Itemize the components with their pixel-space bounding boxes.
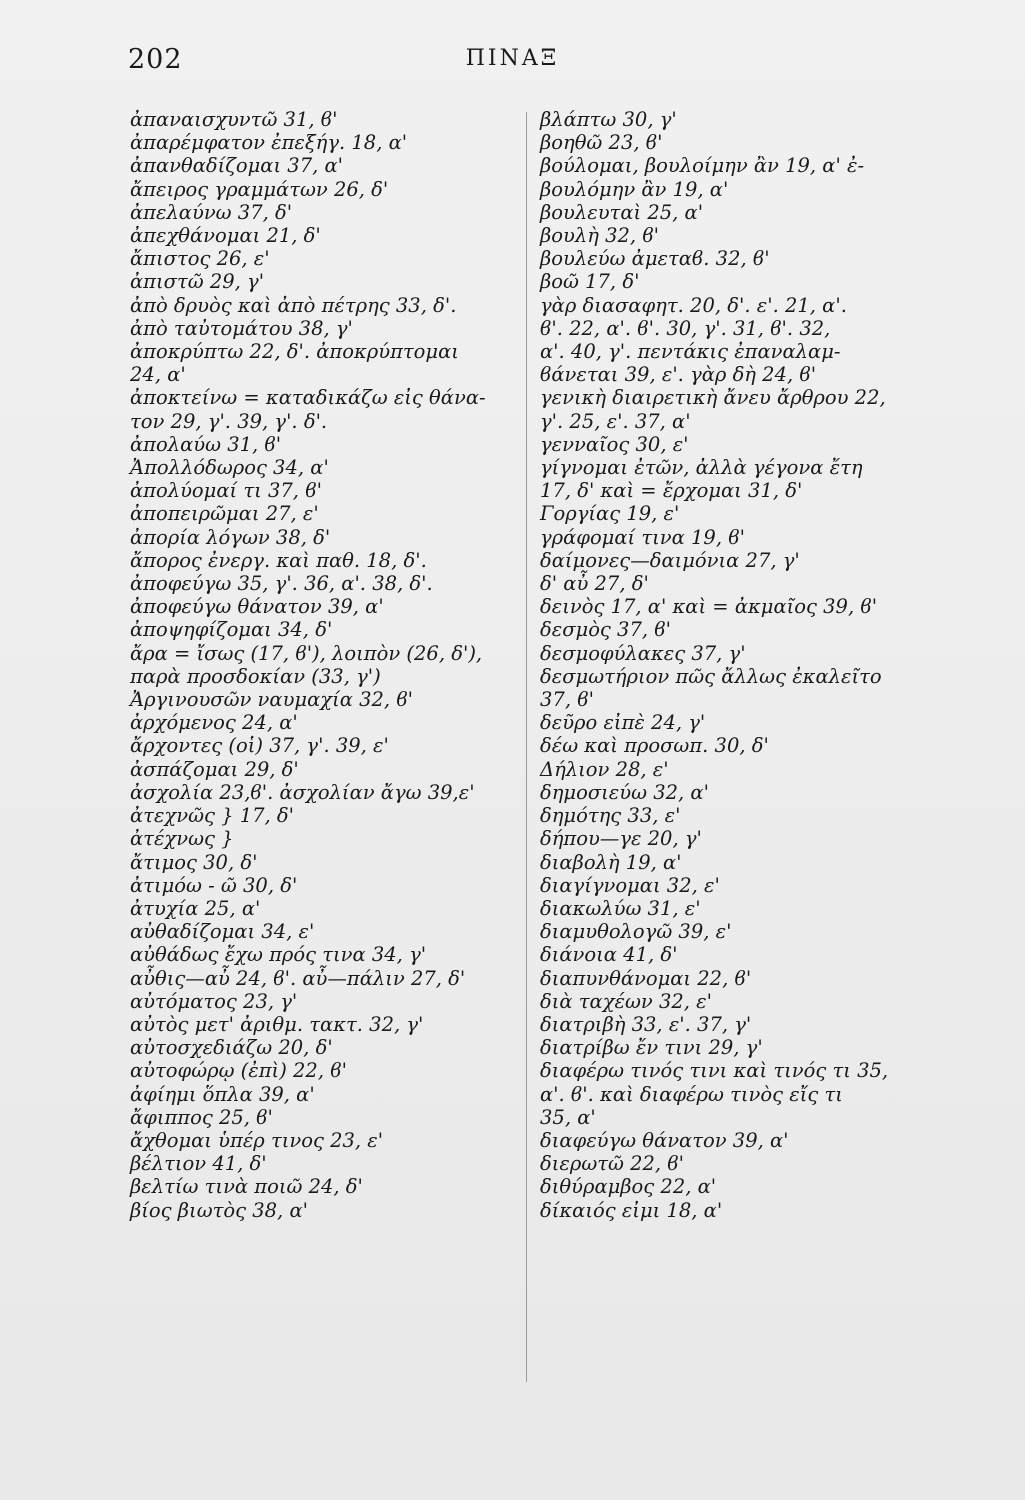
index-entry [540, 804, 940, 827]
index-entry [540, 618, 940, 641]
index-entry-line: διθύραμβος 22, α' [540, 1175, 717, 1199]
index-entry-line: δ' αὖ 27, δ' [540, 572, 649, 596]
index-entry [130, 1059, 515, 1082]
index-entry-line: βίος βιωτὸς 38, α' [130, 1198, 308, 1222]
index-entry-line: δεῦρο εἰπὲ 24, γ' [540, 711, 706, 735]
index-entry [130, 1152, 515, 1175]
index-entry [540, 711, 940, 734]
index-entry [540, 920, 940, 943]
index-entry [130, 270, 515, 293]
index-entry [540, 595, 940, 618]
index-entry [130, 804, 515, 827]
index-entry-line: Ἀπολλόδωρος 34, α' [130, 456, 329, 480]
index-entry-line: δεινὸς 17, α' καὶ = ἀκμαῖος 39, ϐ' [540, 595, 878, 619]
index-entry [130, 201, 515, 224]
index-entry-line: διὰ ταχέων 32, ε' [540, 989, 712, 1013]
index-entry [130, 572, 515, 618]
index-entry-line: ἀσπάζομαι 29, δ' [130, 757, 299, 781]
index-entry [130, 294, 515, 340]
index-entry-line: γράφομαί τινα 19, ϐ' [540, 525, 745, 549]
index-entry [540, 1199, 940, 1222]
index-entry [130, 456, 515, 479]
index-entry [540, 294, 940, 387]
index-entry [540, 154, 940, 200]
index-entry [540, 897, 940, 920]
index-entry-line: Γοργίας 19, ε' [540, 502, 680, 526]
index-entry-line: αὐτοφώρῳ (ἐπὶ) 22, ϐ' [130, 1059, 347, 1083]
index-entry-line: ἀτιμόω - ῶ 30, δ' [130, 873, 298, 897]
index-entry-line: ἄπορος ἐνεργ. καὶ παθ. 18, δ'. [130, 548, 427, 572]
index-entry-line: δαίμονες—δαιμόνια 27, γ' [540, 548, 800, 572]
index-entry [130, 1013, 515, 1036]
index-entry [130, 851, 515, 874]
index-entry-line: διαπυνθάνομαι 22, ϐ' [540, 966, 752, 990]
index-entry-line: διερωτῶ 22, ϐ' [540, 1152, 685, 1176]
index-entry [130, 479, 515, 502]
index-entry-line: δεσμωτήριον πῶς ἄλλως ἐκαλεῖτο [540, 664, 882, 688]
index-entry [540, 201, 940, 224]
index-entry [540, 642, 940, 665]
index-entry [130, 734, 515, 757]
index-entry-line: ἀποκτείνω = καταδικάζω εἰς θάνα- [130, 386, 486, 410]
index-entry [540, 502, 940, 525]
index-entry-line: ἄφιππος 25, ϐ' [130, 1105, 273, 1129]
column-divider [526, 112, 527, 1382]
index-entry-line: ἀποπειρῶμαι 27, ε' [130, 502, 319, 526]
index-entry [540, 224, 940, 247]
index-entry [130, 1199, 515, 1222]
running-title: ΠΙΝΑΞ [465, 46, 560, 71]
index-entry-line: αὐθάδως ἔχω πρός τινα 34, γ' [130, 943, 427, 967]
index-entry [540, 1013, 940, 1036]
index-entry-line: αὐτὸς μετ' ἀριθμ. τακτ. 32, γ' [130, 1012, 424, 1036]
index-entry [130, 781, 515, 804]
index-entry-line: αὐτόματος 23, γ' [130, 989, 298, 1013]
index-entry-line: διαφέρω τινός τινι καὶ τινός τι 35, [540, 1059, 889, 1083]
index-entry [130, 967, 515, 990]
index-entry-line: βουλὴ 32, ϐ' [540, 224, 660, 248]
index-entry [540, 758, 940, 781]
index-entry-line: ἀτέχνως } [130, 827, 234, 851]
index-entry [130, 154, 515, 177]
index-entry-line: ἀπαρέμφατον ἐπεξήγ. 18, α' [130, 131, 408, 155]
index-entry-line: α'. 40, γ'. πεντάκις ἐπαναλαμ- [540, 340, 841, 364]
index-entry-line: δίκαιός εἰμι 18, α' [540, 1198, 723, 1222]
index-entry [540, 1152, 940, 1175]
index-entry-line: βέλτιον 41, δ' [130, 1152, 267, 1176]
index-entry-line: ἀτεχνῶς } 17, δ' [130, 804, 295, 828]
index-entry [540, 665, 940, 711]
index-entry-line: γὰρ διασαφητ. 20, δ'. ε'. 21, α'. [540, 293, 847, 317]
index-entry-line: ἄπιστος 26, ε' [130, 247, 270, 271]
index-entry [540, 851, 940, 874]
page-number: 202 [128, 44, 183, 75]
index-entry-line: α'. ϐ'. καὶ διαφέρω τινὸς εἴς τι [540, 1082, 843, 1106]
index-entry-line: βλάπτω 30, γ' [540, 108, 677, 131]
index-entry-line: γενναῖος 30, ε' [540, 432, 689, 456]
index-entry-line: ἀπορία λόγων 38, δ' [130, 525, 331, 549]
index-entry [540, 943, 940, 966]
index-entry [540, 734, 940, 757]
index-entry [540, 1175, 940, 1198]
index-entry-line: ϐάνεται 39, ε'. γὰρ δὴ 24, ϐ' [540, 363, 817, 387]
index-entry [130, 502, 515, 525]
index-entry [540, 386, 940, 432]
index-entry [130, 526, 515, 549]
index-entry-line: γίγνομαι ἐτῶν, ἀλλὰ γέγονα ἔτη [540, 456, 863, 480]
index-entry [540, 827, 940, 850]
index-entry-line: 17, δ' καὶ = ἔρχομαι 31, δ' [540, 479, 803, 503]
index-entry [130, 874, 515, 897]
index-entry [540, 131, 940, 154]
index-entry-line: αὖθις—αὖ 24, ϐ'. αὖ—πάλιν 27, δ' [130, 966, 466, 990]
index-entry-line: ἀρχόμενος 24, α' [130, 711, 298, 735]
index-entry-line: δέω καὶ προσωπ. 30, δ' [540, 734, 769, 758]
index-entry [130, 618, 515, 641]
index-entry-line: τον 29, γ'. 39, γ'. δ'. [130, 409, 328, 433]
index-entry-line: βουλόμην ἂν 19, α' [540, 177, 729, 201]
index-entry-line: ἀπὸ δρυὸς καὶ ἀπὸ πέτρης 33, δ'. [130, 293, 457, 317]
index-entry-line: δημοσιεύω 32, α' [540, 780, 709, 804]
index-entry [130, 758, 515, 781]
index-entry [540, 1059, 940, 1129]
index-entry-line: ἀσχολία 23,ϐ'. ἀσχολίαν ἄγω 39,ε' [130, 780, 475, 804]
index-entry [540, 781, 940, 804]
index-entry [130, 131, 515, 154]
index-entry-line: διαγίγνομαι 32, ε' [540, 873, 720, 897]
index-entry [540, 874, 940, 897]
index-entry-line: γ'. 25, ε'. 37, α' [540, 409, 691, 433]
index-entry-line: ἀπιστῶ 29, γ' [130, 270, 265, 294]
index-entry-line: ἀποφεύγω 35, γ'. 36, α'. 38, δ'. [130, 572, 433, 596]
index-entry [130, 920, 515, 943]
index-entry-line: βούλομαι, βουλοίμην ἂν 19, α' ἐ- [540, 154, 865, 178]
index-entry [130, 1083, 515, 1106]
index-entry [540, 990, 940, 1013]
index-entry [540, 1129, 940, 1152]
index-entry-line: ἄχθομαι ὑπέρ τινος 23, ε' [130, 1128, 384, 1152]
index-entry [130, 247, 515, 270]
index-entry-line: ἀπολύομαί τι 37, ϐ' [130, 479, 322, 503]
index-entry-line: διατριβὴ 33, ε'. 37, γ' [540, 1012, 752, 1036]
index-column-left [130, 108, 515, 1222]
index-entry-line: διαβολὴ 19, α' [540, 850, 682, 874]
index-entry-line: αὐτοσχεδιάζω 20, δ' [130, 1036, 333, 1060]
index-entry-line: ἄρα = ἴσως (17, ϐ'), λοιπὸν (26, δ'), [130, 641, 483, 665]
index-entry-line: ἀπανθαδίζομαι 37, α' [130, 154, 344, 178]
index-entry-line: ἀποφεύγω θάνατον 39, α' [130, 595, 384, 619]
index-entry [130, 1036, 515, 1059]
index-entry-line: 24, α' [130, 363, 186, 387]
index-entry [130, 827, 515, 850]
index-entry-line: γενικὴ διαιρετικὴ ἄνευ ἄρθρου 22, [540, 386, 886, 410]
index-entry [540, 433, 940, 456]
index-entry-line: ἀπεχθάνομαι 21, δ' [130, 224, 321, 248]
index-entry-line: διαφεύγω θάνατον 39, α' [540, 1128, 789, 1152]
index-entry-line: δημότης 33, ε' [540, 804, 681, 828]
index-entry [130, 688, 515, 711]
index-entry [130, 642, 515, 688]
index-entry-line: ἀπὸ ταὐτομάτου 38, γ' [130, 316, 353, 340]
index-entry-line: διάνοια 41, δ' [540, 943, 678, 967]
index-entry [130, 386, 515, 432]
index-entry [130, 711, 515, 734]
index-entry [130, 1106, 515, 1129]
index-entry [130, 990, 515, 1013]
index-entry [130, 549, 515, 572]
index-entry-line: διαμυθολογῶ 39, ε' [540, 920, 732, 944]
index-entry [130, 433, 515, 456]
index-entry-line: 35, α' [540, 1105, 596, 1129]
index-entry-line: ἄπειρος γραμμάτων 26, δ' [130, 177, 389, 201]
index-entry [130, 1129, 515, 1152]
index-column-right [540, 108, 940, 1222]
index-entry-line: ἀποκρύπτω 22, δ'. ἀποκρύπτομαι [130, 340, 459, 364]
index-entry-line: ἀποψηφίζομαι 34, δ' [130, 618, 333, 642]
index-entry-line: ἄτιμος 30, δ' [130, 850, 258, 874]
index-entry-line: δεσμὸς 37, ϐ' [540, 618, 671, 642]
index-entry-line: αὐθαδίζομαι 34, ε' [130, 920, 315, 944]
index-entry-line: βελτίω τινὰ ποιῶ 24, δ' [130, 1175, 363, 1199]
index-entry-line: διακωλύω 31, ε' [540, 896, 701, 920]
index-entry-line: διατρίβω ἔν τινι 29, γ' [540, 1036, 763, 1060]
index-entry-line: βοῶ 17, δ' [540, 270, 640, 294]
index-entry [540, 1036, 940, 1059]
index-entry [540, 549, 940, 572]
index-entry [540, 270, 940, 293]
index-entry-line: ἀπαναισχυντῶ 31, ϐ' [130, 108, 338, 131]
index-entry [130, 1175, 515, 1198]
index-entry [130, 943, 515, 966]
index-entry-line: βοηθῶ 23, ϐ' [540, 131, 663, 155]
index-entry [130, 897, 515, 920]
index-entry-line: ἄρχοντες (οἱ) 37, γ'. 39, ε' [130, 734, 389, 758]
index-entry-line: δήπου—γε 20, γ' [540, 827, 702, 851]
index-entry [130, 178, 515, 201]
index-entry [540, 247, 940, 270]
index-entry-line: ϐ'. 22, α'. ϐ'. 30, γ'. 31, ϐ'. 32, [540, 316, 831, 340]
index-entry-line: βουλεύω ἀμεταϐ. 32, ϐ' [540, 247, 770, 271]
index-entry [540, 967, 940, 990]
index-entry-line: Ἀργινουσῶν ναυμαχία 32, ϐ' [130, 688, 414, 712]
index-entry-line: βουλευταὶ 25, α' [540, 200, 704, 224]
index-entry [130, 108, 515, 131]
index-entry-line: ἀφίημι ὅπλα 39, α' [130, 1082, 315, 1106]
index-entry-line: ἀτυχία 25, α' [130, 896, 261, 920]
index-entry-line: δεσμοφύλακες 37, γ' [540, 641, 746, 665]
index-entry [540, 108, 940, 131]
index-entry-line: ἀπολαύω 31, ϐ' [130, 432, 282, 456]
index-entry-line: ἀπελαύνω 37, δ' [130, 200, 293, 224]
index-entry [540, 526, 940, 549]
index-entry-line: 37, ϐ' [540, 688, 594, 712]
index-entry [130, 224, 515, 247]
index-entry [540, 572, 940, 595]
index-entry-line: παρὰ προσδοκίαν (33, γ') [130, 664, 381, 688]
index-entry-line: Δήλιον 28, ε' [540, 757, 669, 781]
index-entry [130, 340, 515, 386]
index-entry [540, 456, 940, 502]
